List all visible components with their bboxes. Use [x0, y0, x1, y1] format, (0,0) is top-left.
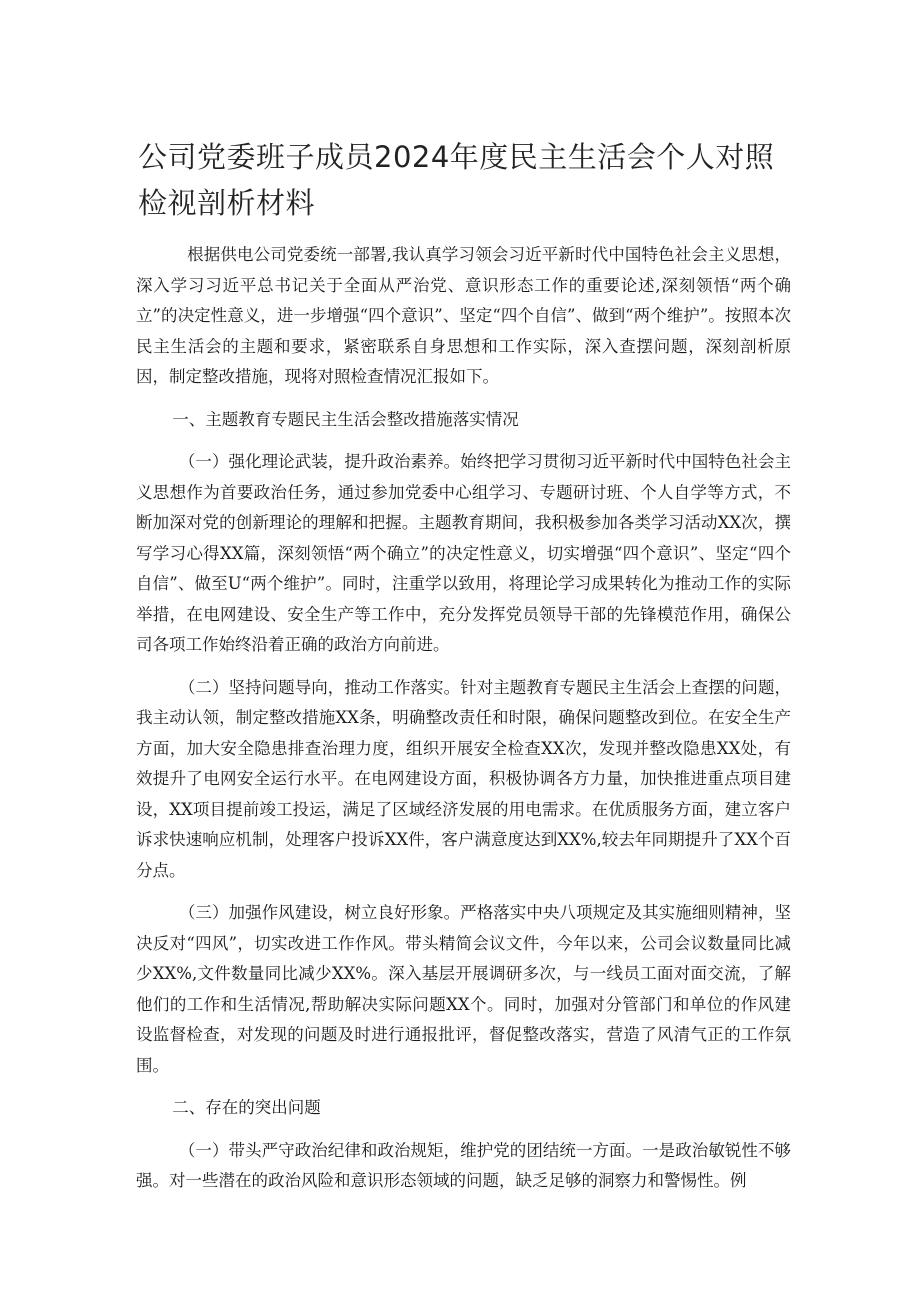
section-heading-2: 二、存在的突出问题: [172, 1098, 321, 1117]
section-1-paragraph-3: （三）加强作风建设，树立良好形象。严格落实中央八项规定及其实施细则精神，坚决反对“四风”，切实改进工作作风。带头精简会议文件，今年以来，公司会议数量同比减少XX%,文件数量同比减少XX%。深入基层开展调研多次，与一线员工面对面交流，了解他们的工作和生活情况,帮助解决实际问题XX个。同时，加强对分管部门和单位的作风建设监督检查，对发现的问题及时进行通报批评，督促整改落实，营造了风清气正的工作氛围。: [136, 903, 791, 1075]
document-body: [136, 240, 791, 1209]
document-title: 公司党委班子成员2024年度民主生活会个人对照检视剖析材料: [138, 140, 775, 220]
section-1-paragraph-2: （二）坚持问题导向，推动工作落实。针对主题教育专题民主生活会上查摆的问题，我主动认领，制定整改措施XX条，明确整改责任和时限，确保问题整改到位。在安全生产方面，加大安全隐患排查治理力度，组织开展安全检查XX次，发现并整改隐患XX处，有效提升了电网安全运行水平。在电网建设方面，积极协调各方力量，加快推进重点项目建设，XX项目提前竣工投运，满足了区域经济发展的用电需求。在优质服务方面，建立客户诉求快速响应机制，处理客户投诉XX件，客户满意度达到XX%,较去年同期提升了XX个百分点。: [136, 677, 791, 880]
section-heading-1: 一、主题教育专题民主生活会整改措施落实情况: [172, 409, 519, 429]
section-2-paragraph-1: （一）带头严守政治纪律和政治规矩，维护党的团结统一方面。一是政治敏锐性不够强。对一些潜在的政治风险和意识形态领域的问题，缺乏足够的洞察力和警惕性。例: [136, 1140, 791, 1190]
section-1-paragraph-1: （一）强化理论武装，提升政治素养。始终把学习贯彻习近平新时代中国特色社会主义思想作为首要政治任务，通过参加党委中心组学习、专题研讨班、个人自学等方式，不断加深对党的创新理论的理解和把握。主题教育期间，我积极参加各类学习活动XX次，撰写学习心得XX篇，深刻领悟“两个确立”的决定性意义，切实增强“四个意识”、坚定“四个自信”、做至U“两个维护”。同时，注重学以致用，将理论学习成果转化为推动工作的实际举措，在电网建设、安全生产等工作中，充分发挥党员领导干部的先锋模范作用，确保公司各项工作始终沿着正确的政治方向前进。: [136, 452, 791, 654]
intro-paragraph: 根据供电公司党委统一部署,我认真学习领会习近平新时代中国特色社会主义思想，深入学习习近平总书记关于全面从严治党、意识形态工作的重要论述,深刻领悟“两个确立”的决定性意义，进一步增强“四个意识”、坚定“四个自信”、做到“两个维护”。按照本次民主生活会的主题和要求，紧密联系自身思想和工作实际，深入查摆问题，深刻剖析原因，制定整改措施，现将对照检查情况汇报如下。: [136, 245, 791, 386]
